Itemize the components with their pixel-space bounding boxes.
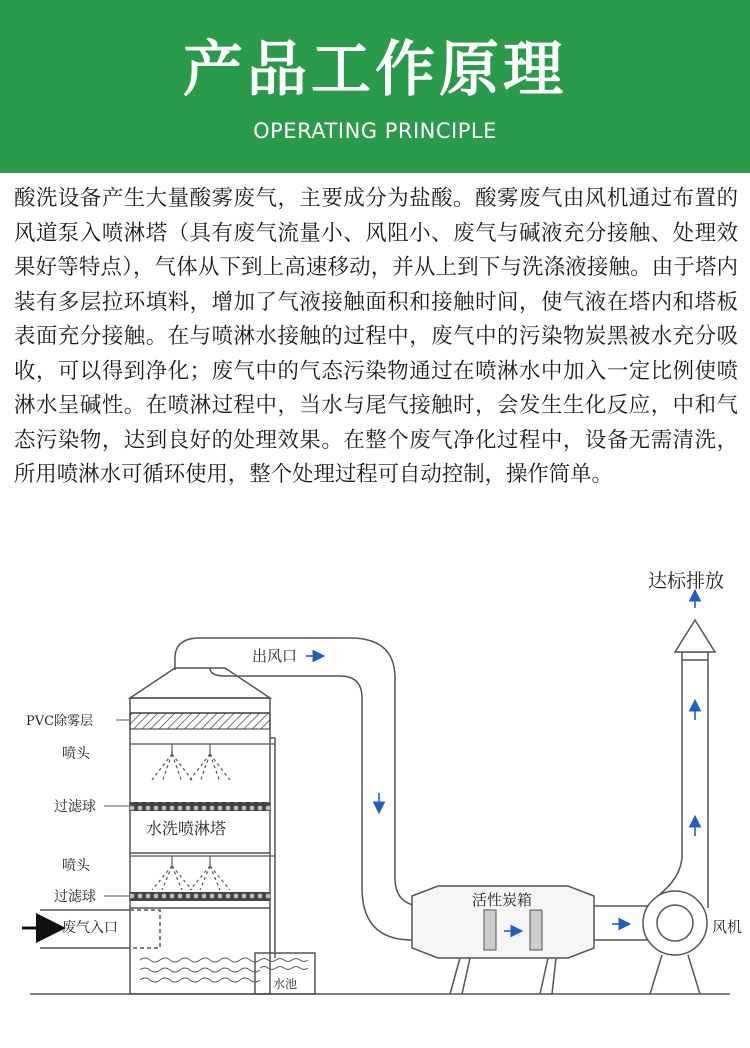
spray-nozzles-top	[130, 744, 275, 782]
process-diagram	[0, 548, 750, 1048]
label-tower: 水洗喷淋塔	[146, 819, 227, 838]
label-pvc-mist: PVC除雾层	[26, 714, 94, 729]
exhaust-stack	[660, 620, 715, 908]
label-filter-bottom: 过滤球	[54, 889, 96, 905]
spray-nozzles-bottom	[130, 856, 275, 890]
label-outlet: 出风口	[252, 647, 298, 665]
leader-lines	[104, 720, 130, 896]
page-subtitle: OPERATING PRINCIPLE	[253, 119, 497, 143]
description-text: 酸洗设备产生大量酸雾废气，主要成分为盐酸。酸雾废气由风机通过布置的风道泵入喷淋塔（具有废气流量小、风阻小、废气与碱液充分接触、处理效果好等特点），气体从下到上高速移动，并从上到下与洗涤液接触。由于塔内装有多层拉环填料，增加了气液接触面积和接触时间，使气液在塔内和塔板表面充分接触。在与喷淋水接触的过程中，废气中的污染物炭黑被水充分吸收，可以得到净化；废气中的气态污染物通过在喷淋水中加入一定比例使喷淋水呈碱性。在喷淋过程中，当水与尾气接触时，会发生生化反应，中和气态污染物，达到良好的处理效果。在整个废气净化过程中，设备无需清洗，所用喷淋水可循环使用，整个处理过程可自动控制，操作简单。	[14, 186, 738, 487]
label-pool: 水池	[273, 977, 298, 991]
label-nozzle-bottom: 喷头	[62, 858, 90, 874]
label-inlet: 废气入口	[62, 920, 118, 936]
pvc-mist-layer	[130, 713, 270, 729]
header-banner	[0, 0, 750, 173]
tower-water	[140, 958, 260, 982]
filter-layer-bottom	[130, 892, 270, 901]
label-carbon-box: 活性炭箱	[472, 891, 533, 909]
flow-arrows	[306, 592, 695, 931]
label-nozzle-top: 喷头	[62, 746, 90, 762]
fan-duct	[594, 906, 650, 940]
label-discharge: 达标排放	[648, 570, 725, 592]
label-filter-top: 过滤球	[54, 799, 96, 815]
filter-layer-top	[130, 802, 270, 811]
fan	[643, 891, 707, 994]
label-fan: 风机	[712, 918, 743, 936]
page-title: 产品工作原理	[183, 35, 567, 105]
